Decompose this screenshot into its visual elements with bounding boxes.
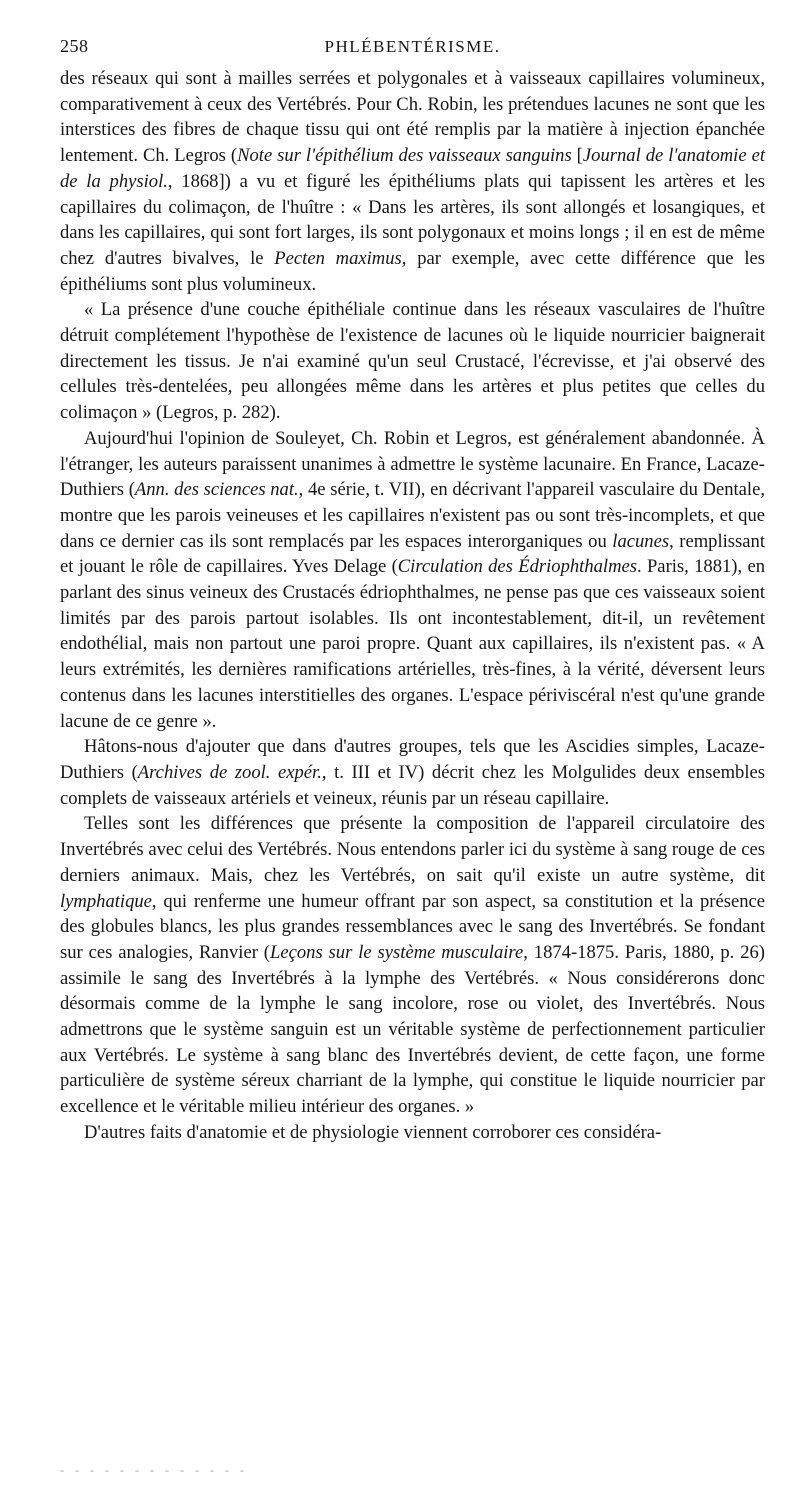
page-header <box>60 34 765 62</box>
italic-text-run: Archives de zool. expér. <box>137 761 322 783</box>
text-run: , qui renferme une humeur offrant par son aspect, sa constitution et la présence des globules blancs, les plus grandes ressemblances avec le sang des Invertébrés. Se fondant sur ces analogies, Ranvier ( <box>60 890 765 963</box>
text-run: , 4e série, t. VII), en décrivant l'appareil vasculaire du Dentale, montre que les parois veineuses et les capillaires n'existent pas ou sont très-incomplets, et que dans ce dernier cas ils sont remplacés par les espaces interorganiques ou <box>60 479 766 552</box>
footer-marks: - - - - - - - - - - - - - <box>60 1463 248 1477</box>
paragraph <box>60 426 765 734</box>
paragraph <box>60 66 765 297</box>
italic-text-run: Note sur l'épithélium des vaisseaux sanguins <box>237 145 572 167</box>
paragraph <box>60 1120 765 1146</box>
italic-text-run: Ann. des sciences nat. <box>134 479 299 501</box>
text-run: « La présence d'une couche épithéliale continue dans les réseaux vasculaires de l'huître détruit complétement l'hypothèse de l'existence de lacunes où le liquide nourricier baignerait directement les tissus. Je n'ai examiné qu'un seul Crustacé, l'écrevisse, et j'ai observé des cellules très-dentelées, peu allongées même dans les artères et plus petites que celles du colimaçon » (Legros, p. 282). <box>60 299 765 424</box>
italic-text-run: Leçons sur le système musculaire <box>269 941 524 963</box>
paragraph <box>60 734 765 811</box>
document-page <box>60 34 765 1146</box>
running-title: PHLÉBENTÉRISME. <box>324 37 501 56</box>
italic-text-run: lymphatique <box>60 890 152 912</box>
text-run: [ <box>571 145 583 167</box>
paragraph <box>60 811 765 1119</box>
text-run: . Paris, 1881), en parlant des sinus veineux des Crustacés édriophthalmes, ne pense pas que ces vaisseaux soient limités par des parois partout isolables. Ils ont incontestablement, dit-il, un revêtement endothélial, mais non partout une paroi propre. Quant aux capillaires, ils n'existent pas. « A leurs extrémités, les dernières ramifications artérielles, très-fines, à la vérité, déversent leurs contenus dans les lacunes interstitielles des organes. L'espace périviscéral n'est qu'une grande lacune de ce genre ». <box>60 556 765 732</box>
text-run: des réseaux qui sont à mailles serrées et polygonales et à vaisseaux capillaires volumineux, comparativement à ceux des Vertébrés. Pour Ch. Robin, les prétendues lacunes ne sont que les interstices des fibres de chaque tissu qui ont été remplis par la matière à injection épanchée lentement. Ch. Legros ( <box>60 68 765 167</box>
text-run: , 1874-1875. Paris, 1880, p. 26) assimile le sang des Invertébrés à la lymphe des Vertébrés. « Nous considérerons donc désormais comme de la lymphe le sang incolore, rose ou violet, des Invertébrés. Nous admettrons que le système sanguin est un véritable système de perfectionnement particulier aux Vertébrés. Le système à sang blanc des Invertébrés devient, de cette façon, une forme particulière de système séreux charriant de la lymphe, qui constitue le liquide nourricier par excellence et le véritable milieu intérieur des organes. » <box>60 941 765 1118</box>
text-run: , 1868]) a vu et figuré les épithéliums plats qui tapissent les artères et les capillaires du colimaçon, de l'huître : « Dans les artères, ils sont allongés et losangiques, et dans les capillaires, qui sont fort larges, ils sont polygonaux et moins longs ; il en est de même chez d'autres bivalves, le <box>60 170 765 269</box>
text-run: Hâtons-nous d'ajouter que dans d'autres groupes, tels que les Ascidies simples, Lacaze-Duthiers ( <box>60 736 765 783</box>
text-run: , remplissant et jouant le rôle de capillaires. Yves Delage ( <box>60 530 765 578</box>
text-run: Aujourd'hui l'opinion de Souleyet, Ch. Robin et Legros, est généralement abandonnée. À l'étranger, les auteurs paraissent unanimes à admettre le système lacunaire. En France, Lacaze-Duthiers ( <box>60 427 765 501</box>
body-text <box>60 66 765 1146</box>
italic-text-run: Pecten maximus <box>274 247 402 269</box>
italic-text-run: Journal de l'anatomie et de la physiol. <box>60 145 765 192</box>
text-run: , par exemple, avec cette différence que les épithéliums sont plus volumineux. <box>60 247 765 295</box>
italic-text-run: lacunes <box>612 530 670 552</box>
italic-text-run: Circulation des Édriophthalmes <box>397 556 638 578</box>
text-run: D'autres faits d'anatomie et de physiologie viennent corroborer ces considéra- <box>84 1121 662 1143</box>
page-number: 258 <box>60 36 89 56</box>
paragraph <box>60 297 765 426</box>
text-run: , t. III et IV) décrit chez les Molgulides deux ensembles complets de vaisseaux artériels et veineux, réunis par un réseau capillaire. <box>60 761 765 809</box>
text-run: Telles sont les différences que présente la composition de l'appareil circulatoire des Invertébrés avec celui des Vertébrés. Nous entendons parler ici du système à sang rouge de ces derniers animaux. Mais, chez les Vertébrés, on sait qu'il existe un autre système, dit <box>60 813 765 886</box>
